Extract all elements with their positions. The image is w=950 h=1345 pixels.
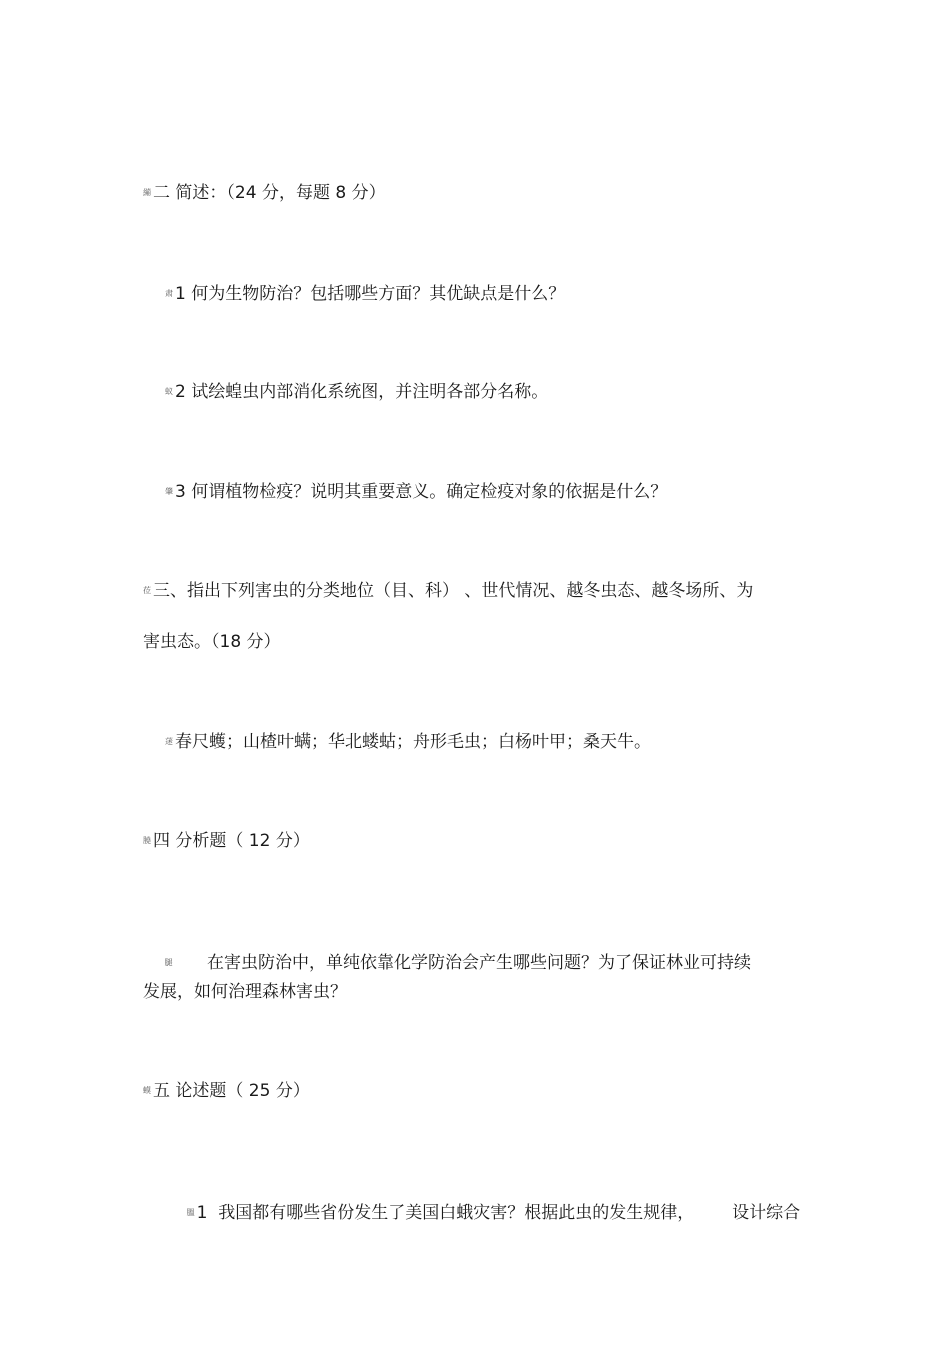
margin-mark: 肃 xyxy=(165,289,173,298)
margin-mark: 膃 xyxy=(186,1208,195,1217)
section-4-text: 四 分析题（ 12 分） xyxy=(153,831,310,851)
margin-mark: 莅 xyxy=(143,586,151,595)
section-5-heading xyxy=(143,1080,310,1102)
section-2-text: 二 简述：（24 分，每题 8 分） xyxy=(153,183,386,203)
question-2-3-text: 3 何谓植物检疫？说明其重要意义。确定检疫对象的依据是什么？ xyxy=(175,482,668,502)
section-4-heading xyxy=(143,830,310,852)
margin-mark: 蟆 xyxy=(143,1086,151,1095)
margin-mark: 腿 xyxy=(164,958,173,967)
pest-list-text: 春尺蠖；山楂叶螨；华北蝼蛄；舟形毛虫；白杨叶甲；桑天牛。 xyxy=(175,732,651,752)
question-2-2 xyxy=(165,381,548,403)
margin-mark: 蒁 xyxy=(165,737,173,746)
question-5-1-text: 1 我国都有哪些省份发生了美国白蛾灾害？根据此虫的发生规律， 设计综合 xyxy=(196,1203,801,1223)
section-4-question-line1: 在害虫防治中，单纯依靠化学防治会产生哪些问题？为了保证林业可持续 xyxy=(174,953,752,973)
margin-mark: 繃 xyxy=(143,188,151,197)
section-3-text-line2: 害虫态。（18 分） xyxy=(143,632,281,652)
section-3-heading-cont xyxy=(143,631,281,653)
question-2-1-text: 1 何为生物防治？包括哪些方面？其优缺点是什么？ xyxy=(175,284,566,304)
section-3-pest-list xyxy=(165,731,651,753)
question-5-1 xyxy=(165,1180,800,1246)
section-3-heading xyxy=(143,580,753,602)
margin-mark: 蚁 xyxy=(165,387,173,396)
section-4-question-line2: 发展，如何治理森林害虫？ xyxy=(143,982,347,1002)
section-5-text: 五 论述题（ 25 分） xyxy=(153,1081,310,1101)
margin-mark: 肇 xyxy=(165,487,173,496)
section-2-heading xyxy=(143,182,386,204)
section-3-text-line1: 三、指出下列害虫的分类地位（目、科） 、世代情况、越冬虫态、越冬场所、为 xyxy=(153,581,754,601)
question-2-2-text: 2 试绘蝗虫内部消化系统图，并注明各部分名称。 xyxy=(175,382,549,402)
margin-mark: 膮 xyxy=(143,836,151,845)
question-2-3 xyxy=(165,481,667,503)
section-4-question-cont xyxy=(143,981,347,1003)
question-2-1 xyxy=(165,283,565,305)
